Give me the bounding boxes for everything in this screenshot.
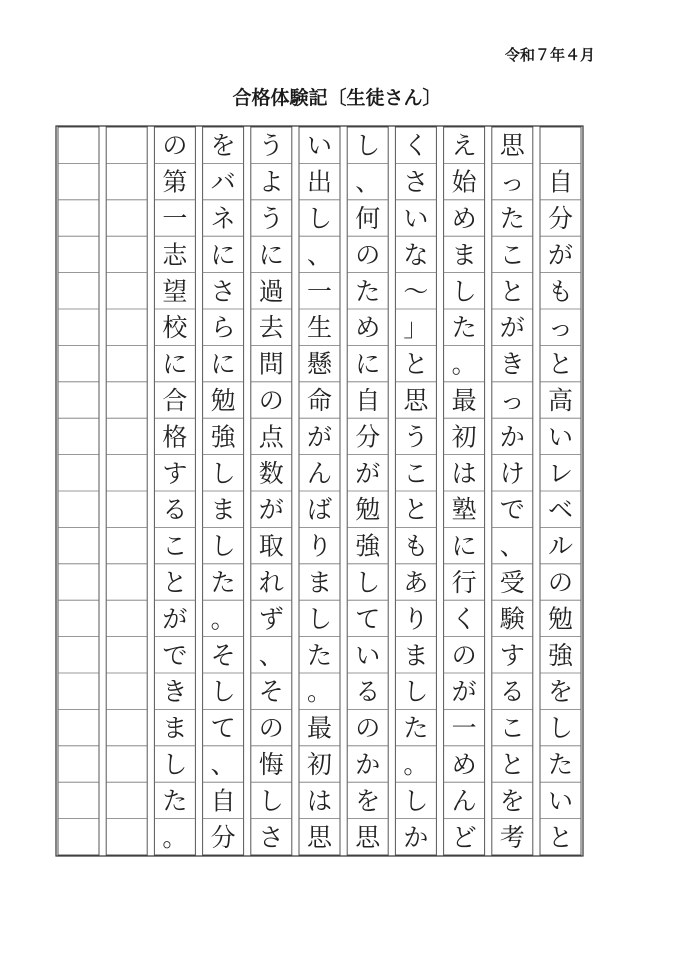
manuscript-char: な	[403, 240, 429, 270]
manuscript-char: 過	[258, 276, 284, 306]
manuscript-char: の	[355, 240, 381, 270]
date-label: 令和７年４月	[505, 46, 596, 64]
manuscript-char: は	[451, 458, 477, 488]
page-title: 合格体験記〔生徒さん〕	[232, 87, 442, 109]
manuscript-char: 思	[499, 131, 525, 161]
manuscript-char: 〜	[403, 276, 429, 306]
manuscript-char: あ	[403, 568, 429, 597]
manuscript-char: 験	[499, 604, 525, 634]
manuscript-char: 考	[499, 822, 525, 852]
manuscript-char: っ	[547, 313, 574, 343]
manuscript-column	[58, 127, 99, 855]
manuscript-char: も	[403, 531, 429, 561]
manuscript-char: し	[306, 204, 333, 233]
manuscript-char: か	[499, 422, 525, 452]
manuscript-column	[154, 127, 195, 855]
manuscript-char: ネ	[210, 204, 236, 233]
manuscript-char: も	[547, 276, 574, 306]
manuscript-char: は	[306, 786, 333, 816]
manuscript-char: 命	[306, 386, 333, 415]
manuscript-char: 勉	[547, 604, 574, 634]
manuscript-char: の	[451, 640, 477, 670]
manuscript-char: バ	[210, 167, 236, 197]
manuscript-char: 最	[306, 713, 333, 743]
manuscript-char: 格	[162, 422, 188, 452]
manuscript-char: 取	[258, 531, 284, 561]
manuscript-char: る	[355, 677, 381, 707]
manuscript-char: 、	[210, 750, 236, 779]
manuscript-char: て	[210, 713, 236, 743]
manuscript-column	[347, 127, 388, 855]
manuscript-char: 思	[403, 386, 429, 415]
manuscript-char: 、	[306, 240, 333, 270]
manuscript-char: ま	[306, 568, 333, 597]
manuscript-column	[299, 127, 340, 855]
manuscript-char: く	[403, 131, 429, 161]
manuscript-char: 勉	[355, 495, 381, 525]
manuscript-char: し	[403, 786, 429, 816]
manuscript-char: に	[210, 240, 236, 270]
manuscript-char: こ	[403, 458, 429, 488]
manuscript-char: 出	[306, 167, 333, 197]
manuscript-char: 強	[355, 531, 381, 561]
manuscript-char: を	[547, 677, 574, 707]
manuscript-char: さ	[403, 167, 429, 197]
manuscript-char: に	[355, 349, 381, 379]
manuscript-char: た	[451, 313, 477, 343]
manuscript-char: ル	[547, 531, 574, 561]
manuscript-char: 一	[451, 713, 477, 743]
manuscript-char: が	[258, 495, 284, 525]
manuscript-char: 高	[547, 386, 574, 415]
manuscript-char: こ	[499, 240, 525, 270]
manuscript-char: ベ	[547, 495, 574, 525]
manuscript-char: 。	[403, 750, 429, 779]
manuscript-char: 。	[306, 677, 333, 707]
manuscript-char: に	[258, 240, 284, 270]
manuscript-char: 最	[451, 386, 477, 415]
manuscript-char: 自	[547, 167, 574, 197]
manuscript-char: き	[499, 349, 525, 379]
manuscript-char: う	[258, 131, 284, 161]
manuscript-char: り	[306, 531, 333, 561]
manuscript-char: に	[162, 349, 188, 379]
manuscript-char: 点	[258, 422, 284, 452]
manuscript-char: さ	[258, 822, 284, 852]
manuscript-char: え	[451, 131, 477, 161]
manuscript-char: と	[547, 349, 574, 379]
manuscript-char: し	[355, 568, 381, 597]
manuscript-char: 問	[258, 349, 284, 379]
manuscript-char: す	[499, 640, 525, 670]
manuscript-char: た	[306, 640, 333, 670]
manuscript-column	[492, 127, 533, 855]
manuscript-char: と	[547, 822, 574, 852]
manuscript-char: 思	[306, 822, 333, 852]
manuscript-char: し	[210, 458, 236, 488]
manuscript-char: 分	[355, 422, 381, 452]
manuscript-char: 、	[499, 531, 525, 561]
manuscript-char: ま	[403, 640, 429, 670]
manuscript-char: り	[403, 604, 429, 634]
manuscript-char: 強	[210, 422, 236, 452]
manuscript-char: 分	[210, 822, 236, 852]
manuscript-char: こ	[162, 531, 188, 561]
manuscript-char: ん	[451, 786, 477, 816]
manuscript-char: が	[451, 677, 477, 707]
manuscript-char: ま	[451, 240, 477, 270]
manuscript-char: 。	[451, 349, 477, 379]
manuscript-char: し	[355, 131, 381, 161]
manuscript-char: 一	[162, 204, 188, 233]
manuscript-char: 、	[258, 640, 284, 670]
manuscript-char: そ	[210, 640, 236, 670]
manuscript-char: こ	[499, 713, 525, 743]
manuscript-char: ま	[162, 713, 188, 743]
manuscript-char: に	[451, 531, 477, 561]
manuscript-char: か	[355, 750, 381, 779]
manuscript-char: 数	[258, 458, 284, 488]
manuscript-char: 一	[306, 276, 333, 306]
manuscript-char: 自	[355, 386, 381, 415]
manuscript-char: 合	[162, 386, 188, 415]
manuscript-char: と	[162, 568, 188, 597]
manuscript-char: め	[451, 204, 477, 233]
manuscript-char: が	[306, 422, 333, 452]
manuscript-char: ら	[210, 313, 236, 343]
manuscript-char: 初	[451, 422, 477, 452]
manuscript-char: 懸	[306, 349, 333, 379]
manuscript-char: う	[403, 422, 429, 452]
manuscript-char: し	[306, 604, 333, 634]
manuscript-column	[106, 127, 147, 855]
manuscript-char: 分	[547, 204, 574, 233]
manuscript-char: 始	[451, 167, 477, 197]
manuscript-char: 何	[355, 204, 381, 233]
manuscript-char: 、	[355, 167, 381, 197]
manuscript-char: る	[162, 495, 188, 525]
manuscript-char: 初	[306, 750, 333, 779]
manuscript-char: た	[210, 568, 236, 597]
manuscript-char: に	[210, 349, 236, 379]
manuscript-char: を	[210, 131, 236, 161]
manuscript-char: 第	[162, 167, 188, 197]
manuscript-char: 勉	[210, 386, 236, 415]
manuscript-char: と	[403, 495, 429, 525]
manuscript-char: 。	[162, 822, 188, 852]
manuscript-char: ば	[306, 495, 333, 525]
manuscript-char: し	[451, 276, 477, 306]
manuscript-column	[251, 127, 292, 855]
manuscript-char: た	[547, 750, 574, 779]
manuscript-char: が	[499, 313, 525, 343]
manuscript-char: い	[547, 422, 574, 452]
manuscript-char: け	[499, 458, 525, 488]
manuscript-char: 望	[162, 276, 188, 306]
manuscript-char: し	[162, 750, 188, 779]
manuscript-char: 強	[547, 640, 574, 670]
manuscript-char: 。	[210, 604, 236, 634]
manuscript-char: か	[403, 822, 429, 852]
manuscript-char: が	[162, 604, 188, 634]
manuscript-char: 受	[499, 568, 525, 597]
manuscript-char: れ	[258, 568, 284, 597]
manuscript-char: レ	[547, 458, 574, 488]
manuscript-char: 思	[355, 822, 381, 852]
manuscript-char: い	[355, 640, 381, 670]
manuscript-char: の	[355, 713, 381, 743]
manuscript-column	[395, 127, 436, 855]
manuscript-char: た	[162, 786, 188, 816]
manuscript-char: の	[547, 568, 574, 597]
manuscript-char: で	[162, 640, 188, 670]
manuscript-column	[444, 127, 485, 855]
manuscript-column	[540, 127, 581, 855]
manuscript-char: ど	[451, 822, 477, 852]
manuscript-char: が	[547, 240, 574, 270]
manuscript-char: い	[547, 786, 574, 816]
manuscript-char: と	[403, 349, 429, 379]
manuscript-char: よ	[258, 167, 284, 197]
manuscript-char: た	[499, 204, 525, 233]
manuscript-char: 自	[210, 786, 236, 816]
manuscript-char: 」	[403, 313, 429, 343]
manuscript-char: た	[355, 276, 381, 306]
manuscript-char: ま	[210, 495, 236, 525]
manuscript-char: て	[355, 604, 381, 634]
manuscript-char: ん	[306, 458, 333, 488]
manuscript-char: と	[499, 750, 525, 779]
manuscript-char: と	[499, 276, 525, 306]
manuscript-char: る	[499, 677, 525, 707]
manuscript-char: い	[306, 131, 333, 161]
manuscript-char: い	[403, 204, 429, 233]
manuscript-char: の	[162, 131, 188, 161]
manuscript-char: を	[499, 786, 525, 816]
manuscript-char: 校	[162, 313, 188, 343]
manuscript-char: が	[355, 458, 381, 488]
manuscript-char: 悔	[258, 750, 284, 779]
manuscript-char: 去	[258, 313, 284, 343]
manuscript-char: そ	[258, 677, 284, 707]
manuscript-char: す	[162, 458, 188, 488]
manuscript-char: く	[451, 604, 477, 634]
manuscript-char: で	[499, 495, 525, 525]
manuscript-char: 行	[451, 568, 477, 597]
manuscript-char: 塾	[451, 495, 477, 525]
manuscript-char: し	[258, 786, 284, 816]
manuscript-char: さ	[210, 276, 236, 306]
manuscript-char: っ	[499, 167, 525, 197]
manuscript-char: う	[258, 204, 284, 233]
manuscript-column	[203, 127, 244, 855]
manuscript-char: し	[547, 713, 574, 743]
manuscript-char: っ	[499, 386, 525, 415]
manuscript-char: 志	[162, 240, 188, 270]
manuscript-char: の	[258, 713, 284, 743]
manuscript-char: き	[162, 677, 188, 707]
manuscript-char: め	[451, 750, 477, 779]
manuscript-char: の	[258, 386, 284, 415]
manuscript-char: め	[355, 313, 381, 343]
manuscript-char: た	[403, 713, 429, 743]
manuscript-char: ず	[258, 604, 284, 634]
manuscript-char: し	[210, 531, 236, 561]
manuscript-char: し	[210, 677, 236, 707]
manuscript-char: し	[403, 677, 429, 707]
manuscript-char: を	[355, 786, 381, 816]
manuscript-char: 生	[306, 313, 333, 343]
